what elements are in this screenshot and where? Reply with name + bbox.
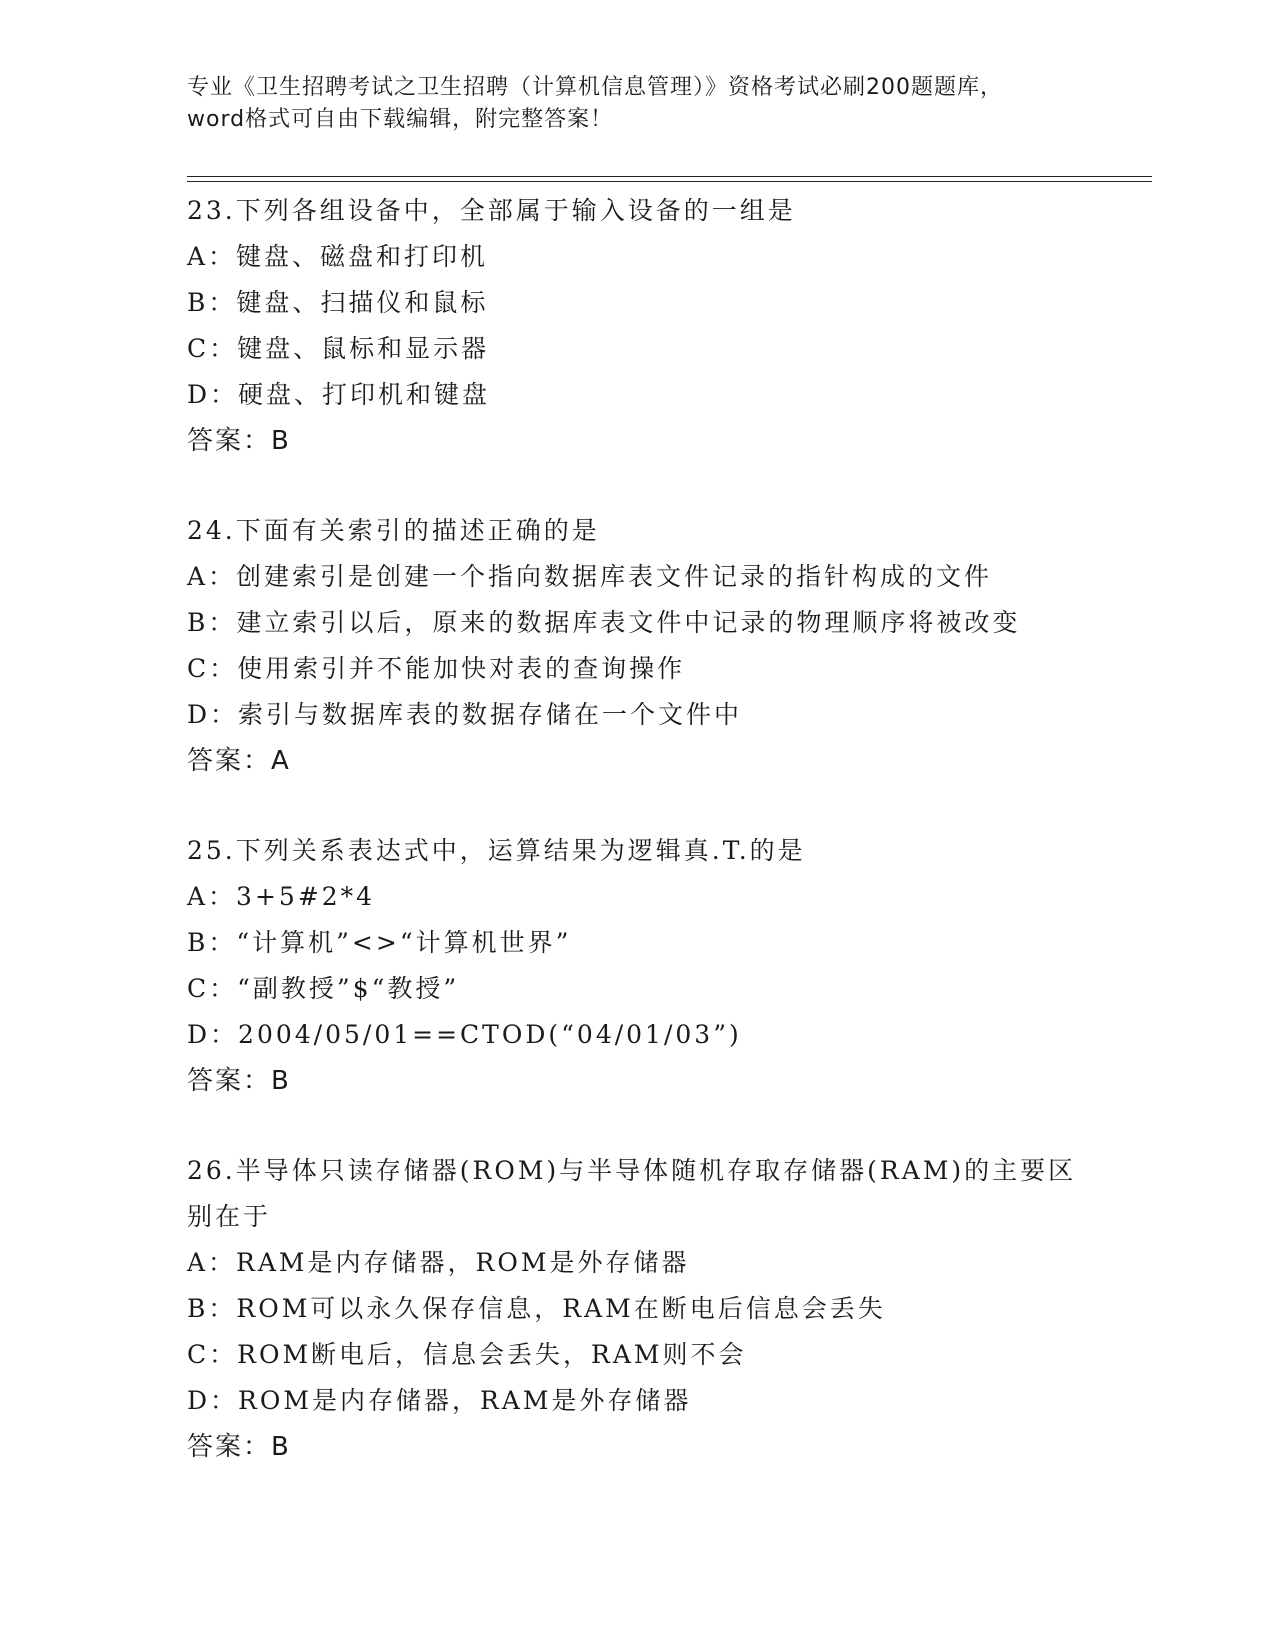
answer: 答案：B [187, 426, 291, 456]
question-23 [187, 188, 1087, 464]
option-a: A：创建索引是创建一个指向数据库表文件记录的指针构成的文件 [187, 562, 993, 591]
option-c: C：ROM断电后，信息会丢失，RAM则不会 [187, 1340, 747, 1369]
option-c: C：键盘、鼠标和显示器 [187, 334, 490, 363]
option-b: B：建立索引以后，原来的数据库表文件中记录的物理顺序将被改变 [187, 608, 1021, 637]
question-stem: 26.半导体只读存储器(ROM)与半导体随机存取存储器(RAM)的主要区别在于 [187, 1156, 1077, 1231]
header-line-2: word格式可自由下载编辑，附完整答案！ [187, 107, 614, 132]
answer: 答案：B [187, 1066, 291, 1096]
document-header [187, 72, 1087, 136]
option-d: D：硬盘、打印机和键盘 [187, 380, 491, 409]
question-stem: 24.下面有关索引的描述正确的是 [187, 516, 600, 545]
option-c: C：“副教授”$“教授” [187, 974, 460, 1003]
option-b: B：ROM可以永久保存信息，RAM在断电后信息会丢失 [187, 1294, 886, 1323]
question-25 [187, 828, 1087, 1104]
answer: 答案：A [187, 746, 291, 776]
option-d: D：2004/05/01==CTOD(“04/01/03”) [187, 1020, 742, 1049]
header-divider-top [187, 176, 1152, 177]
question-stem: 25.下列关系表达式中，运算结果为逻辑真.T.的是 [187, 836, 806, 865]
question-list [187, 188, 1087, 1514]
option-b: B：键盘、扫描仪和鼠标 [187, 288, 489, 317]
answer: 答案：B [187, 1432, 291, 1462]
option-c: C：使用索引并不能加快对表的查询操作 [187, 654, 686, 683]
option-a: A：RAM是内存储器，ROM是外存储器 [187, 1248, 690, 1277]
option-d: D：ROM是内存储器，RAM是外存储器 [187, 1386, 692, 1415]
header-divider-bottom [187, 181, 1152, 182]
option-a: A：3+5#2*4 [187, 882, 376, 911]
option-b: B：“计算机”<>“计算机世界” [187, 928, 572, 957]
question-stem: 23.下列各组设备中，全部属于输入设备的一组是 [187, 196, 796, 225]
question-24 [187, 508, 1087, 784]
option-d: D：索引与数据库表的数据存储在一个文件中 [187, 700, 743, 729]
header-line-1: 专业《卫生招聘考试之卫生招聘（计算机信息管理）》资格考试必刷200题题库， [187, 75, 1003, 100]
option-a: A：键盘、磁盘和打印机 [187, 242, 489, 271]
question-26 [187, 1148, 1087, 1470]
